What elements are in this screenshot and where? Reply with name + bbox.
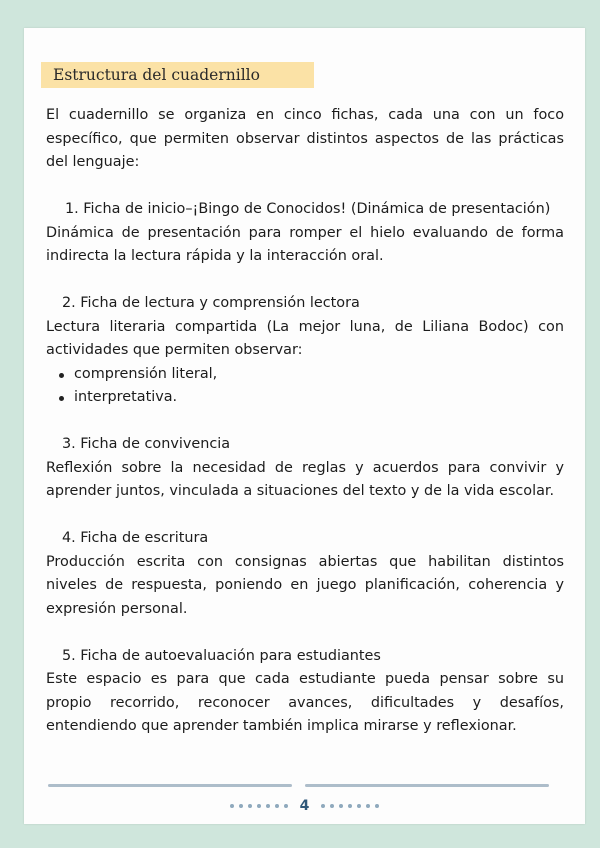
ficha-2-bullet-list: [46, 363, 564, 410]
ficha-3-body: Reflexión sobre la necesidad de reglas y acuerdos para convivir y aprender juntos, vinculada a situaciones del texto y de la vida escolar.: [46, 459, 564, 499]
ficha-1-title: 1. Ficha de inicio–¡Bingo de Conocidos! (Dinámica de presentación): [65, 201, 551, 217]
ficha-4-title: 4. Ficha de escritura: [62, 530, 209, 546]
bullet-item: interpretativa.: [74, 386, 564, 410]
ficha-4-body: Producción escrita con consignas abiertas que habilitan distintos niveles de respuesta, poniendo en juego planificación, coherencia y expresión personal.: [46, 553, 564, 617]
bullet-item: comprensión literal,: [74, 363, 564, 387]
footer-divider-left: [48, 784, 292, 787]
intro-paragraph: El cuadernillo se organiza en cinco fichas, cada una con un foco específico, que permiten observar distintos aspectos de las prácticas del lenguaje:: [46, 107, 564, 170]
ficha-5-body: Este espacio es para que cada estudiante pueda pensar sobre su propio recorrido, reconocer avances, dificultades y desafíos, entendiendo que aprender también implica mirarse y reflexionar.: [46, 671, 564, 734]
ficha-2-title: 2. Ficha de lectura y comprensión lectora: [62, 295, 360, 311]
document-page: [24, 28, 585, 824]
footer-divider-right: [305, 784, 549, 787]
content-body: [46, 104, 564, 739]
ficha-2-body: Lectura literaria compartida (La mejor luna, de Liliana Bodoc) con actividades que permiten observar:: [46, 318, 564, 358]
page-footer: [24, 796, 585, 816]
footer-dots-right: [321, 804, 379, 808]
footer-dots-left: [230, 804, 288, 808]
ficha-5-title: 5. Ficha de autoevaluación para estudiantes: [62, 647, 381, 664]
ficha-1-body: Dinámica de presentación para romper el hielo evaluando de forma indirecta la lectura rápida y la interacción oral.: [46, 224, 564, 264]
section-title: Estructura del cuadernillo: [41, 62, 314, 88]
page-number: 4: [299, 798, 310, 814]
ficha-3-title: 3. Ficha de convivencia: [62, 436, 231, 452]
